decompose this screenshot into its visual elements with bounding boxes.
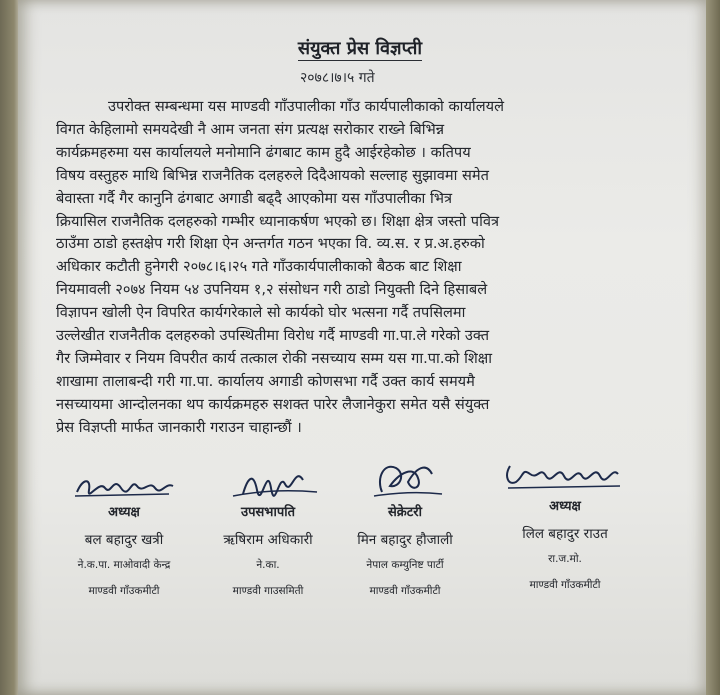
signatory-role: अध्यक्ष [549,499,581,514]
signatory-role: उपसभापति [241,505,295,520]
signatory-2 [198,460,338,598]
body-line: बेवास्ता गर्दै गैर कानुनि ढंगबाट अगाडी बढ्दै आएकोमा यस गाँउपालीका भित्र [56,189,453,207]
handwritten-signature [500,456,630,496]
signatory-role: सेक्रेटरी [387,505,422,520]
signatory-3 [330,452,480,598]
signatory-committee: माण्डवी गाँउकमीटी [88,585,160,597]
body-line: विषय वस्तुहरु माथि बिभिन्न राजनैतिक दलहरुले दिदैआयको सल्लाह सुझावमा समेत [56,166,489,184]
signatory-committee: माण्डवी गाँउकमीटी [529,579,601,591]
signatory-committee: माण्डवी गाउसमिती [232,585,304,597]
signatory-party: नेपाल कम्युनिष्ट पार्टी [366,559,444,571]
press-release-body [56,96,666,440]
signatory-4 [490,456,640,592]
signatory-name: लिल बहादुर राउत [522,526,608,542]
body-line: ठाउँमा ठाडो हस्तक्षेप गरी शिक्षा ऐन अन्तर्गत गठन भएका वि. व्य.स. र प्र.अ.हरुको [56,235,485,253]
body-line: कार्यक्रमहरुमा यस कार्यालयले मनोमानि ढंगबाट काम हुदै आईरहेकोछ । कतिपय [56,143,471,161]
signatory-name: ऋषिराम अधिकारी [223,532,313,548]
handwritten-signature [69,470,179,502]
signatory-party: रा.ज.मो. [548,553,582,565]
body-line: अधिकार कटौती हुनेगरी २०७८।६।२५ गते गाँउकार्यपालीकाको बैठक बाट शिक्षा [56,258,462,276]
body-line: उपरोक्त सम्बन्धमा यस माण्डवी गाँउपालीका गाँउ कार्यपालीकाको कार्यालयले [108,98,504,115]
signatory-name: बल बहादुर खत्री [84,532,164,548]
signatory-party: ने.क.पा. माओवादी केन्द्र [77,559,171,571]
document-date: २०७८।७।५ गते [300,70,375,86]
body-line: शाखामा तालाबन्दी गरी गा.पा. कार्यालय अगाडी कोणसभा गर्दै उक्त कार्य समयमै [56,372,475,390]
body-line: विज्ञापन खोली ऐन विपरित कार्यगरेकाले सो कार्यको घोर भत्सना गर्दै तपसिलमा [56,304,466,322]
body-line: क्रियासिल राजनैतिक दलहरुको गम्भीर ध्यानाकर्षण भएको छ। शिक्षा क्षेत्र जस्तो पवित्र [56,212,500,230]
body-line: उल्लेखीत राजनैतीक दलहरुको उपस्थितीमा विरोध गर्दै माण्डवी गा.पा.ले गरेको उक्त [56,327,490,345]
handwritten-signature [360,452,450,502]
document-title: संयुक्त प्रेस विज्ञप्ती [297,38,423,59]
body-line: नसच्यायमा आन्दोलनका थप कार्यक्रमहरु सशक्त पारेर लैजानेकुरा समेत यसै संयुक्त [56,395,490,413]
body-line: गैर जिम्मेवार र नियम विपरीत कार्य तत्काल रोकी नसच्याय सम्म यस गा.पा.को शिक्षा [56,349,493,367]
signatory-committee: माण्डवी गाँउकमीटी [369,585,441,597]
signatory-role: अध्यक्ष [108,505,140,520]
body-line: विगत केहिलामो समयदेखी नै आम जनता संग प्रत्यक्ष सरोकार राख्ने बिभिन्न [56,120,445,138]
signatory-name: मिन बहादुर हौजाली [357,532,453,548]
signatory-party: ने.का. [256,559,280,571]
body-line: प्रेस विज्ञप्ती मार्फत जानकारी गराउन चाहान्छौं । [56,418,302,436]
handwritten-signature [213,460,323,502]
signatory-1 [54,470,194,598]
body-line: नियमावली २०७४ नियम ५४ उपनियम १,२ संसोधन गरी ठाडो नियुक्ती दिने हिसाबले [56,281,488,299]
